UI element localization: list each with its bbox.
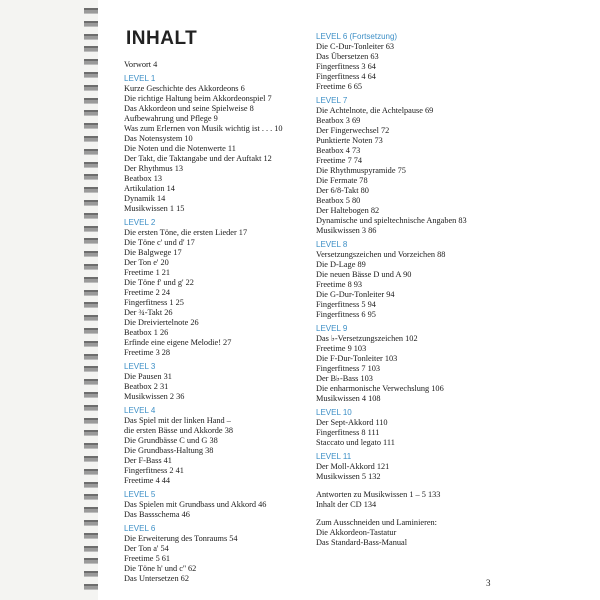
toc-entry: Freetime 2 24 — [124, 288, 171, 297]
toc-entry: Der Haltebogen 82 — [316, 206, 380, 215]
toc-entry: Punktierte Noten 73 — [316, 136, 383, 145]
toc-entry: Die G-Dur-Tonleiter 94 — [316, 290, 395, 299]
toc-entry: Musikwissen 1 15 — [124, 204, 185, 213]
toc-entry: Musikwissen 2 36 — [124, 392, 185, 401]
toc-entry: Die Töne h' und c'' 62 — [124, 564, 197, 573]
toc-entry: Kurze Geschichte des Akkordeons 6 — [124, 84, 245, 93]
toc-level-heading: LEVEL 2 — [124, 218, 156, 227]
toc-entry: Staccato und legato 111 — [316, 438, 395, 447]
toc-entry: Musikwissen 4 108 — [316, 394, 381, 403]
toc-entry: Der F-Bass 41 — [124, 456, 172, 465]
toc-entry: Beatbox 5 80 — [316, 196, 361, 205]
toc-column-right — [316, 28, 467, 548]
toc-level-heading: LEVEL 11 — [316, 452, 352, 461]
toc-entry: Die Dreiviertelnote 26 — [124, 318, 199, 327]
toc-entry: Inhalt der CD 134 — [316, 500, 377, 509]
toc-entry: Die Erweiterung des Tonraums 54 — [124, 534, 238, 543]
page-number: 3 — [486, 578, 491, 588]
toc-entry: Der 6/8-Takt 80 — [316, 186, 369, 195]
toc-entry: Die F-Dur-Tonleiter 103 — [316, 354, 398, 363]
toc-level-heading: LEVEL 7 — [316, 96, 348, 105]
toc-entry: Beatbox 13 — [124, 174, 163, 183]
toc-entry: Die Akkordeon-Tastatur — [316, 528, 397, 537]
toc-entry: Freetime 7 74 — [316, 156, 363, 165]
toc-entry: Die Töne f' und g' 22 — [124, 278, 194, 287]
toc-spacer — [316, 510, 467, 518]
toc-level-heading: LEVEL 6 — [124, 524, 156, 533]
toc-entry: Freetime 3 28 — [124, 348, 171, 357]
toc-entry: Zum Ausschneiden und Laminieren: — [316, 518, 437, 527]
toc-level-heading: LEVEL 1 — [124, 74, 156, 83]
toc-entry: Fingerfitness 8 111 — [316, 428, 380, 437]
toc-entry: Erfinde eine eigene Melodie! 27 — [124, 338, 232, 347]
toc-entry: Fingerfitness 4 64 — [316, 72, 376, 81]
toc-entry: Beatbox 1 26 — [124, 328, 169, 337]
toc-entry: Vorwort 4 — [124, 60, 158, 69]
toc-entry: Die Rhythmuspyramide 75 — [316, 166, 406, 175]
toc-level-heading: LEVEL 6 (Fortsetzung) — [316, 32, 398, 41]
toc-entry: Der Rhythmus 13 — [124, 164, 183, 173]
toc-entry: Dynamische und spieltechnische Angaben 83 — [316, 216, 467, 225]
toc-entry: Freetime 5 61 — [124, 554, 171, 563]
toc-entry: Die richtige Haltung beim Akkordeonspiel 7 — [124, 94, 272, 103]
toc-entry: Versetzungszeichen und Vorzeichen 88 — [316, 250, 446, 259]
toc-entry: Die Töne c' und d' 17 — [124, 238, 195, 247]
toc-column-left — [124, 60, 283, 584]
toc-entry: Beatbox 4 73 — [316, 146, 361, 155]
toc-entry: Aufbewahrung und Pflege 9 — [124, 114, 218, 123]
toc-entry: Die Achtelnote, die Achtelpause 69 — [316, 106, 434, 115]
toc-entry: Das Spiel mit der linken Hand – — [124, 416, 231, 425]
toc-entry: Freetime 4 44 — [124, 476, 171, 485]
toc-entry: Die D-Lage 89 — [316, 260, 366, 269]
toc-entry: Die Fermate 78 — [316, 176, 368, 185]
toc-entry: Die Pausen 31 — [124, 372, 172, 381]
toc-entry: Die neuen Bässe D und A 90 — [316, 270, 412, 279]
toc-entry: Das Notensystem 10 — [124, 134, 193, 143]
toc-entry: Musikwissen 5 132 — [316, 472, 381, 481]
toc-entry: Die Noten und die Notenwerte 11 — [124, 144, 236, 153]
toc-entry: Das Übersetzen 63 — [316, 52, 379, 61]
toc-level-heading: LEVEL 4 — [124, 406, 156, 415]
toc-level-heading: LEVEL 3 — [124, 362, 156, 371]
toc-level-heading: LEVEL 5 — [124, 490, 156, 499]
toc-entry: Das ♭-Versetzungszeichen 102 — [316, 334, 418, 343]
toc-entry: Der ¾-Takt 26 — [124, 308, 173, 317]
toc-entry: Freetime 9 103 — [316, 344, 367, 353]
toc-entry: Der Ton e' 20 — [124, 258, 169, 267]
toc-entry: Die ersten Töne, die ersten Lieder 17 — [124, 228, 248, 237]
toc-entry: Die enharmonische Verwechslung 106 — [316, 384, 444, 393]
toc-entry: Was zum Erlernen von Musik wichtig ist . . . 10 — [124, 124, 283, 133]
toc-entry: Beatbox 3 69 — [316, 116, 361, 125]
toc-spacer — [316, 482, 467, 490]
toc-entry: Musikwissen 3 86 — [316, 226, 377, 235]
toc-entry: Fingerfitness 7 103 — [316, 364, 381, 373]
toc-entry: Der Sept-Akkord 110 — [316, 418, 388, 427]
toc-entry: Der B♭-Bass 103 — [316, 374, 373, 383]
toc-entry: Das Standard-Bass-Manual — [316, 538, 408, 547]
toc-entry: Der Takt, die Taktangabe und der Auftakt 12 — [124, 154, 272, 163]
page-title: INHALT — [126, 28, 198, 49]
toc-entry: Die Grundbass-Haltung 38 — [124, 446, 214, 455]
toc-level-heading: LEVEL 10 — [316, 408, 352, 417]
toc-entry: Freetime 6 65 — [316, 82, 363, 91]
toc-entry: Das Spielen mit Grundbass und Akkord 46 — [124, 500, 267, 509]
toc-level-heading: LEVEL 9 — [316, 324, 348, 333]
toc-entry: Artikulation 14 — [124, 184, 175, 193]
toc-entry: Das Bassschema 46 — [124, 510, 190, 519]
toc-level-heading: LEVEL 8 — [316, 240, 348, 249]
toc-entry: Das Akkordeon und seine Spielweise 8 — [124, 104, 254, 113]
toc-entry: Beatbox 2 31 — [124, 382, 169, 391]
toc-entry: Der Ton a' 54 — [124, 544, 169, 553]
toc-entry: Antworten zu Musikwissen 1 – 5 133 — [316, 490, 441, 499]
toc-entry: Der Fingerwechsel 72 — [316, 126, 390, 135]
toc-entry: Dynamik 14 — [124, 194, 166, 203]
toc-entry: Fingerfitness 3 64 — [316, 62, 376, 71]
toc-entry: Freetime 8 93 — [316, 280, 363, 289]
toc-entry: Das Untersetzen 62 — [124, 574, 189, 583]
toc-entry: Die Grundbässe C und G 38 — [124, 436, 218, 445]
toc-entry: Die Balgwege 17 — [124, 248, 182, 257]
toc-entry: Freetime 1 21 — [124, 268, 171, 277]
toc-entry: Die C-Dur-Tonleiter 63 — [316, 42, 395, 51]
toc-entry: Fingerfitness 1 25 — [124, 298, 184, 307]
toc-entry: Fingerfitness 2 41 — [124, 466, 184, 475]
toc-entry: die ersten Bässe und Akkorde 38 — [124, 426, 233, 435]
toc-entry: Der Moll-Akkord 121 — [316, 462, 390, 471]
toc-entry: Fingerfitness 5 94 — [316, 300, 376, 309]
toc-entry: Fingerfitness 6 95 — [316, 310, 376, 319]
